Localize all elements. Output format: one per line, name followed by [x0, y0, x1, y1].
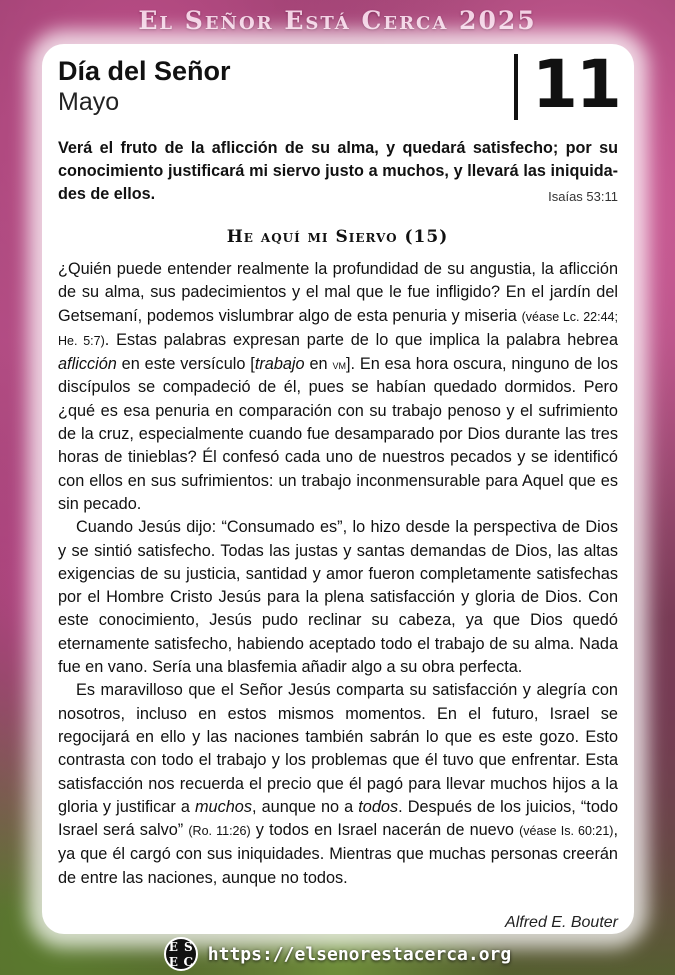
text-run: en: [304, 355, 333, 374]
logo-letter: E: [168, 954, 178, 969]
paragraph-2: Cuando Jesús dijo: “Consumado es”, lo hizo desde la perspectiva de Dios y se sintió satisfecho. Todas las justas y santas demandas de Dios, las altas exigencias de su justicia, santidad y amor fueron completamente satisfechas por el Hombre Cristo Jesús para la plena satisfacción y gloria de Dios. Con este conocimiento, Jesús pudo reclinar su cabeza, ya que Dios quedó eternamente satisfecho, habiendo aceptado todo el trabajo de su alma. Nada fue en vano. Sería una blasfemia añadir algo a su obra perfecta.: [58, 518, 618, 677]
text-run: en este versículo [: [116, 355, 255, 374]
website-link[interactable]: https://elsenorestacerca.org: [207, 943, 512, 965]
devotional-body: [58, 258, 618, 890]
logo-letter: E: [168, 939, 178, 954]
author-name: Alfred E. Bouter: [505, 914, 618, 931]
key-verse: [58, 137, 618, 208]
scripture-reference: (véase Is. 60:21): [519, 824, 614, 839]
text-run: , aunque no a: [252, 797, 359, 816]
day-number: 11: [532, 46, 620, 123]
bible-version: vm: [332, 357, 346, 373]
month-name: Mayo: [58, 88, 120, 116]
scripture-reference: (Ro. 11:26): [188, 824, 251, 839]
text-run: , ya que él cargó con sus iniquidades. Mientras que muchas personas creerán de entre las naciones, aunque no todos.: [58, 821, 618, 887]
day-name: Día del Señor: [58, 56, 231, 86]
esec-logo-icon: [164, 937, 198, 971]
footer: [0, 936, 675, 972]
paragraph-3: [58, 679, 618, 890]
publication-title: El Señor Está Cerca 2025: [138, 6, 537, 35]
text-run: . Estas palabras expresan parte de lo que implica la palabra hebrea: [104, 330, 618, 349]
emphasis: todos: [358, 797, 399, 816]
text-run: ]. En esa hora oscura, ninguno de los discípulos se compadeció de él, pues se habían quedado dormidos. Pero ¿qué es esa penuria en comparación con su trabajo penoso y el sufrimiento de la cruz, especialmente cuando fue desamparado por Dios durante las tres horas de tinieblas? Él confesó cada uno de nuestros pecados y se identificó con ellos en sus sufrimientos: un trabajo inconmensurable para Aquel que es sin pecado.: [58, 355, 618, 513]
emphasis: trabajo: [254, 355, 305, 374]
text-run: y todos en Israel nacerán de nuevo: [250, 821, 520, 840]
logo-letter: C: [183, 954, 194, 969]
scripture-reference: (véase Lc. 22:44; He. 5:7): [58, 309, 618, 348]
verse-text: Verá el fruto de la aflicción de su alma, y quedará satisfecho; por su conocimiento justificará mi siervo justo a muchos, y llevará las iniquidades de ellos.: [58, 139, 618, 203]
text-run: ¿Quién puede entender realmente la profundidad de su angustia, la aflicción de su alma, sus padecimientos y el mal que le fue infligido? En el jardín del Getsemaní, podemos vislumbrar algo de esta penuria y miseria: [58, 260, 618, 325]
emphasis: muchos: [194, 797, 252, 816]
text-run: Es maravilloso que el Señor Jesús comparta su satisfacción y alegría con nosotros, incluso en estos mismos momentos. En el futuro, Israel se regocijará en ello y las naciones también sabrán lo que es este gozo. Esto contrasta con todo el trabajo y los problemas que él tuvo que enfrentar. Esta satisfacción nos recuerda el precio que él pagó para llevar muchos hijos a la gloria y justificar a: [58, 681, 618, 816]
verse-reference: Isaías 53:11: [548, 189, 618, 204]
paragraph-1: [58, 258, 618, 516]
section-title: He aquí mi Siervo (15): [226, 227, 449, 247]
date-divider: [514, 54, 518, 120]
text-run: . Después de los juicios, “todo Israel será salvo”: [58, 797, 618, 840]
emphasis: aflicción: [58, 355, 117, 374]
logo-letter: S: [183, 939, 193, 954]
